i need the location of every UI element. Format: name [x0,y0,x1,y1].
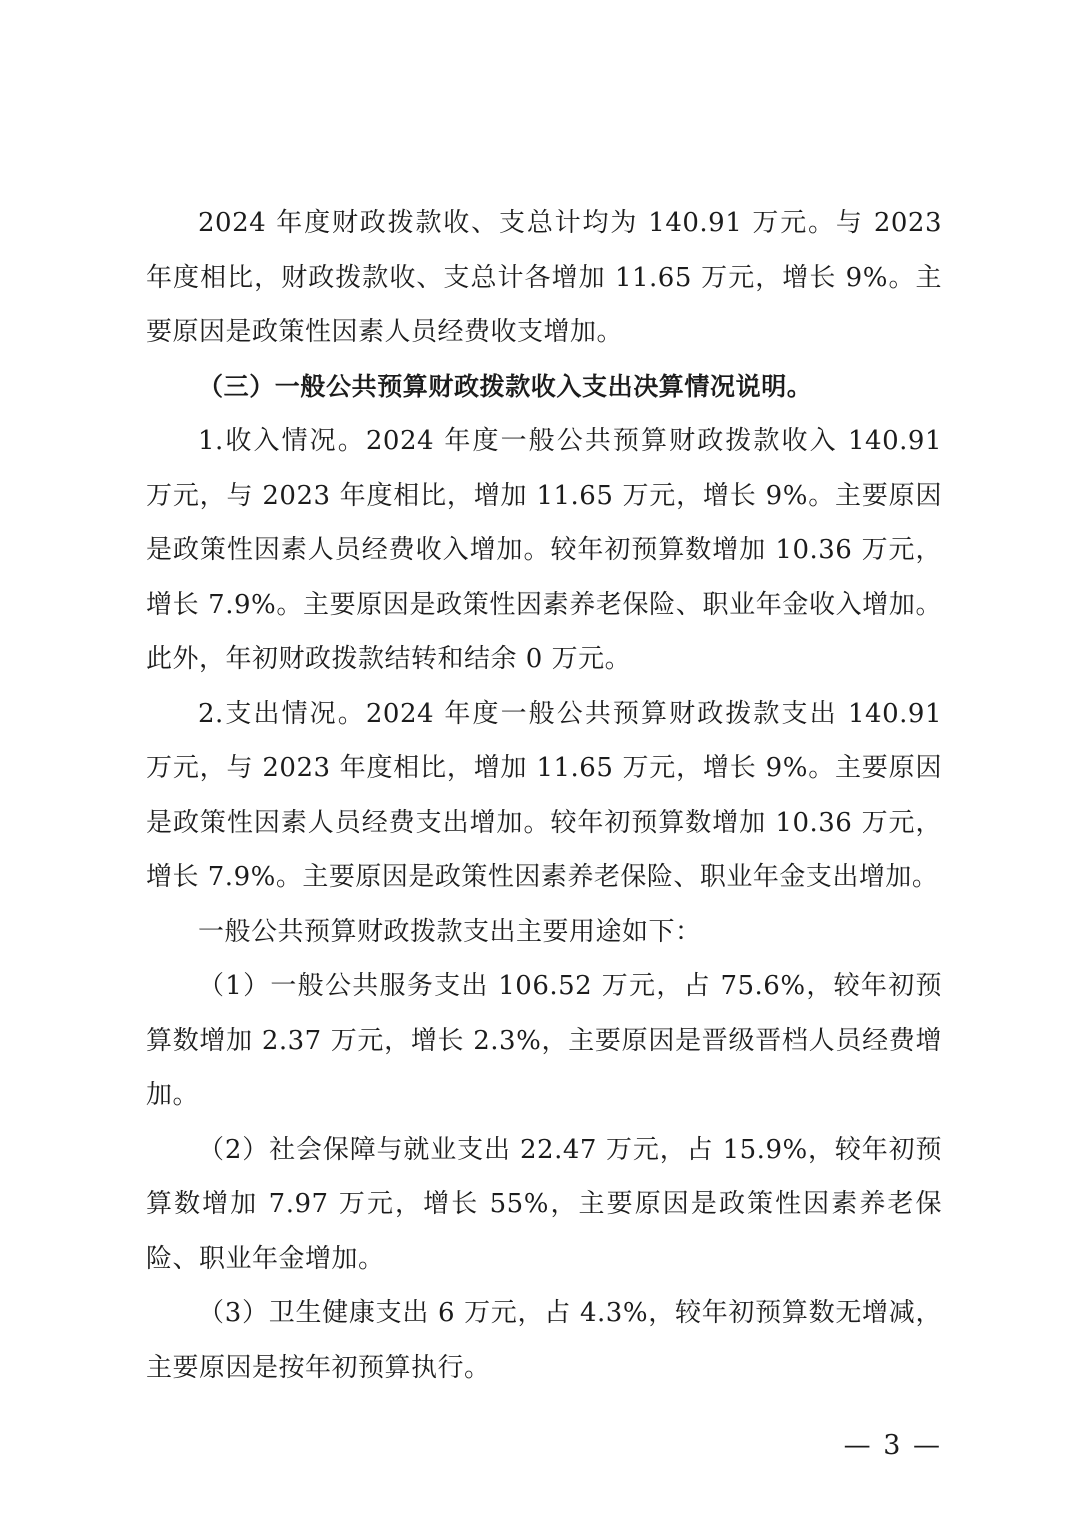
document-body [146,196,942,1395]
paragraph-expenditure: 2.支出情况。2024 年度一般公共预算财政拨款支出 140.91 万元，与 2023 年度相比，增加 11.65 万元，增长 9%。主要原因是政策性因素人员经费支出增加。较年初预算数增加 10.36 万元，增长 7.9%。主要原因是政策性因素养老保险、职业年金支出增加。 [146,698,942,892]
page-number: — 3 — [843,1430,942,1461]
paragraph-income: 1.收入情况。2024 年度一般公共预算财政拨款收入 140.91 万元，与 2023 年度相比，增加 11.65 万元，增长 9%。主要原因是政策性因素人员经费收入增加。较年初预算数增加 10.36 万元，增长 7.9%。主要原因是政策性因素养老保险、职业年金收入增加。此外，年初财政拨款结转和结余 0 万元。 [146,426,942,674]
paragraph-item-social-security: （2）社会保障与就业支出 22.47 万元，占 15.9%，较年初预算数增加 7.97 万元，增长 55%，主要原因是政策性因素养老保险、职业年金增加。 [146,1134,942,1274]
paragraph-fiscal-total: 2024 年度财政拨款收、支总计均为 140.91 万元。与 2023 年度相比，财政拨款收、支总计各增加 11.65 万元，增长 9%。主要原因是政策性因素人员经费收支增加。 [146,208,942,347]
paragraph-item-public-services: （1）一般公共服务支出 106.52 万元，占 75.6%，较年初预算数增加 2.37 万元，增长 2.3%，主要原因是晋级晋档人员经费增加。 [146,971,942,1110]
paragraph-main-uses-intro: 一般公共预算财政拨款支出主要用途如下： [198,916,702,947]
paragraph-item-health: （3）卫生健康支出 6 万元，占 4.3%，较年初预算数无增减，主要原因是按年初预算执行。 [146,1298,942,1383]
section-heading-general-budget: （三）一般公共预算财政拨款收入支出决算情况说明。 [198,371,813,401]
